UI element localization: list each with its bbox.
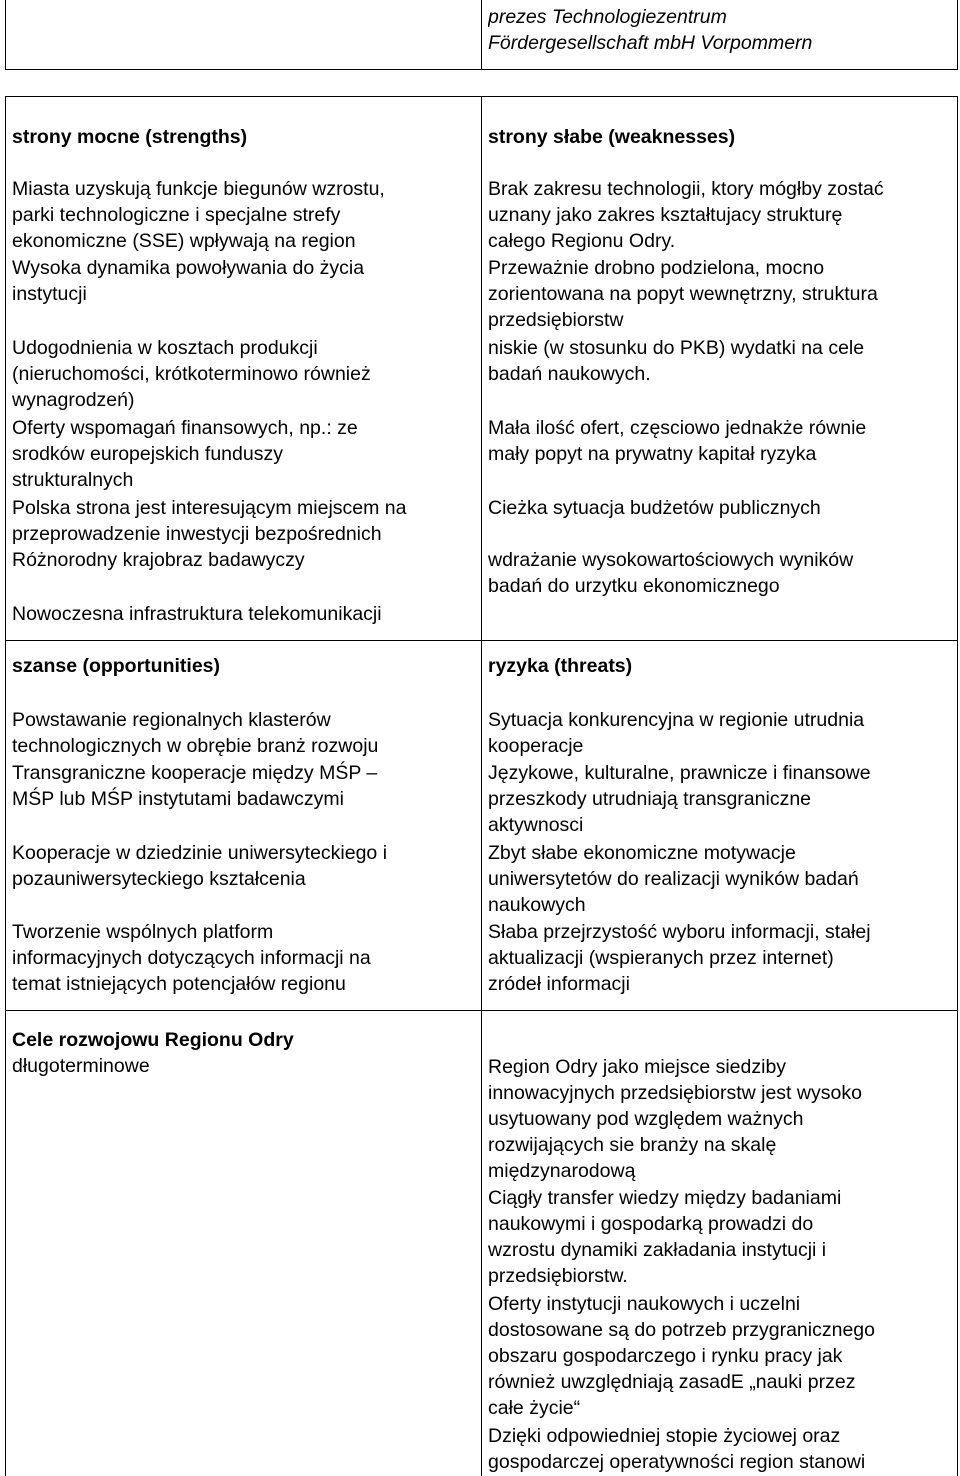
opportunity-2-line-1: Transgraniczne kooperacje między MŚP – [12,762,378,784]
weakness-6-line-2: badań do urzytku ekonomicznego [488,575,780,597]
strengths-cell [12,120,478,636]
swot-divider-h1 [5,640,958,641]
threat-4-line-1: Słaba przejrzystość wyboru informacji, stałej [488,921,871,943]
goals-items-cell [488,1052,956,1476]
weakness-2-line-1: Przeważnie drobno podzielona, mocno [488,257,825,279]
goal-1-line-3: usytuowany pod względem ważnych [488,1108,804,1130]
opportunity-3-line-1: Kooperacje w dziedzinie uniwersyteckiego i [12,842,388,864]
opportunity-4-line-3: temat istniejących potencjałów regionu [12,973,346,995]
threats-cell [488,650,956,1006]
goals-heading: Cele rozwojowu Regionu Odry [12,1029,294,1051]
swot-divider-vertical [481,96,482,1476]
goal-4-line-2: gospodarczej operatywności region stanowi [488,1451,866,1473]
weakness-6-line-1: wdrażanie wysokowartościowych wyników [488,549,854,571]
goals-heading-cell [12,1024,478,1124]
strength-3-line-3: wynagrodzeń) [12,389,135,411]
threat-3-line-1: Zbyt słabe ekonomiczne motywacje [488,842,796,864]
goal-1-line-2: innowacyjnych przedsiębiorstw jest wysoko [488,1082,862,1104]
strength-3-line-2: (nieruchomości, krótkoterminowo również [12,363,371,385]
goal-1-line-4: rozwijających sie branży na skalę [488,1134,777,1156]
weaknesses-cell [488,120,956,636]
goal-4-line-1: Dzięki odpowiedniej stopie życiowej oraz [488,1425,841,1447]
threat-2-line-1: Językowe, kulturalne, prawnicze i finansowe [488,762,871,784]
opportunity-3-line-2: pozauniwersyteckiego kształcenia [12,868,306,890]
weakness-4-line-1: Mała ilość ofert, częsciowo jednakże równie [488,417,867,439]
opportunity-4-line-2: informacyjnych dotyczących informacji na [12,947,371,969]
weakness-1-line-2: uznany jako zakres kształtujacy strukturę [488,204,843,226]
threat-4-line-3: zródeł informacji [488,973,630,995]
goal-2-line-3: wzrostu dynamiki zakładania instytucji i [488,1239,827,1261]
strength-1-line-1: Miasta uzyskują funkcje biegunów wzrostu, [12,178,385,200]
weakness-3-line-2: badań naukowych. [488,363,651,385]
weakness-1-line-3: całego Regionu Odry. [488,230,676,252]
strength-1-line-3: ekonomiczne (SSE) wpływają na region [12,230,356,252]
weakness-5-line-1: Cieżka sytuacja budżetów publicznych [488,497,821,519]
goal-2-line-2: naukowymi i gospodarką prowadzi do [488,1213,814,1235]
header-line-2: Fördergesellschaft mbH Vorpommern [488,32,813,54]
opportunities-cell [12,650,478,1006]
header-left-cell [5,0,482,70]
goal-2-line-4: przedsiębiorstw. [488,1265,628,1287]
strength-5-line-2: przeprowadzenie inwestycji bezpośrednich [12,523,382,545]
strength-4-line-2: srodków europejskich funduszy [12,443,283,465]
strength-7-line-1: Nowoczesna infrastruktura telekomunikacji [12,603,382,625]
header-line-1: prezes Technologiezentrum [488,6,727,28]
goal-3-line-4: również uwzględniają zasadE „nauki przez [488,1371,856,1393]
threat-1-line-1: Sytuacja konkurencyjna w regionie utrudnia [488,709,865,731]
weaknesses-heading: strony słabe (weaknesses) [488,126,736,148]
weakness-2-line-2: zorientowana na popyt wewnętrzny, struktura [488,283,878,305]
strength-3-line-1: Udogodnienia w kosztach produkcji [12,337,318,359]
goal-2-line-1: Ciągły transfer wiedzy między badaniami [488,1187,842,1209]
threat-2-line-2: przeszkody utrudniają transgraniczne [488,788,812,810]
threat-3-line-3: naukowych [488,894,586,916]
threat-4-line-2: aktualizacji (wspieranych przez internet) [488,947,834,969]
strength-4-line-1: Oferty wspomagań finansowych, np.: ze [12,417,358,439]
goals-subheading: długoterminowe [12,1055,150,1077]
strength-2-line-1: Wysoka dynamika powoływania do życia [12,257,365,279]
opportunity-4-line-1: Tworzenie wspólnych platform [12,921,274,943]
opportunities-heading: szanse (opportunities) [12,655,221,677]
weakness-3-line-1: niskie (w stosunku do PKB) wydatki na cele [488,337,865,359]
goal-3-line-1: Oferty instytucji naukowych i uczelni [488,1293,801,1315]
goal-1-line-5: międzynarodową [488,1160,636,1182]
opportunity-1-line-1: Powstawanie regionalnych klasterów [12,709,331,731]
weakness-4-line-2: mały popyt na prywatny kapitał ryzyka [488,443,817,465]
threats-heading: ryzyka (threats) [488,655,633,677]
threat-1-line-2: kooperacje [488,735,584,757]
strength-4-line-3: strukturalnych [12,469,134,491]
goal-3-line-2: dostosowane są do potrzeb przygranicznego [488,1319,875,1341]
threat-2-line-3: aktywnosci [488,814,584,836]
threat-3-line-2: uniwersytetów do realizacji wyników badań [488,868,859,890]
header-right-cell [488,4,953,68]
strength-1-line-2: parki technologiczne i specjalne strefy [12,204,341,226]
strength-5-line-1: Polska strona jest interesującym miejscem na [12,497,407,519]
opportunity-2-line-2: MŚP lub MŚP instytutami badawczymi [12,788,344,810]
weakness-1-line-1: Brak zakresu technologii, ktory mógłby zostać [488,178,884,200]
strength-2-line-2: instytucji [12,283,87,305]
strengths-heading: strony mocne (strengths) [12,126,248,148]
strength-6-line-1: Różnorodny krajobraz badawyczy [12,549,305,571]
goal-3-line-5: całe życie“ [488,1397,581,1419]
weakness-2-line-3: przedsiębiorstw [488,309,624,331]
opportunity-1-line-2: technologicznych w obrębie branż rozwoju [12,735,379,757]
goal-1-line-1: Region Odry jako miejsce siedziby [488,1056,787,1078]
swot-divider-h2 [5,1010,958,1011]
goal-3-line-3: obszaru gospodarczego i rynku pracy jak [488,1345,843,1367]
